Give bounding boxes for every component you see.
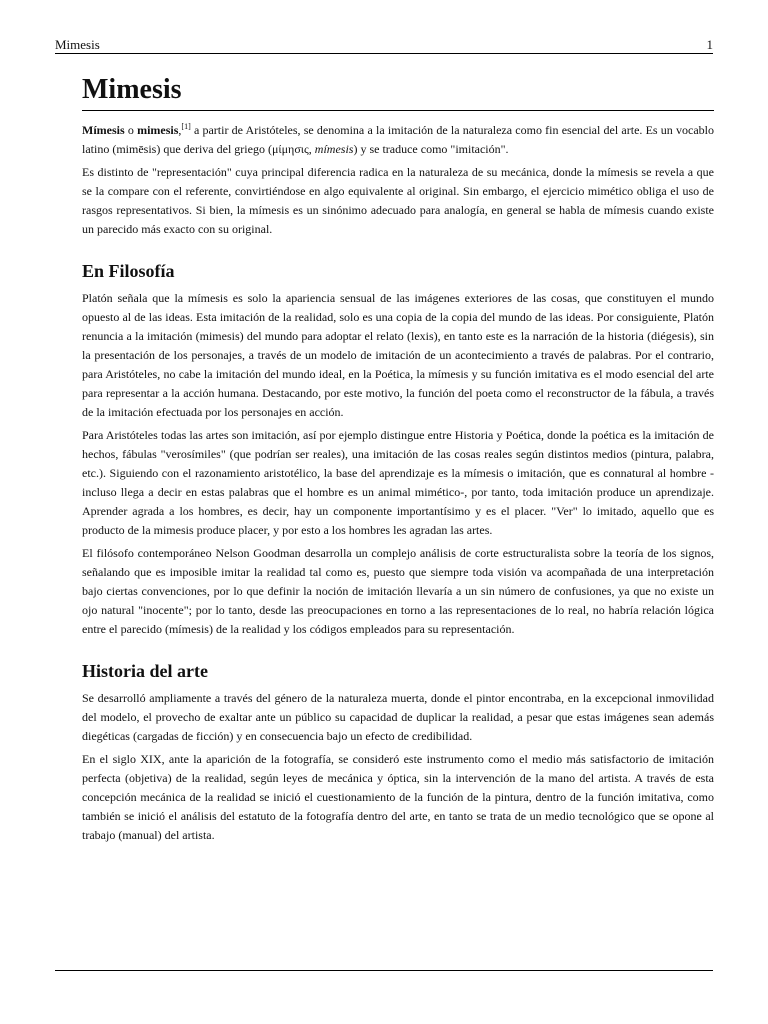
- header-divider: [55, 53, 713, 54]
- filosofia-paragraph-1: Platón señala que la mímesis es solo la apariencia sensual de las imágenes exteriores de las cosas, que constituyen el mundo opuesto al de las ideas. Esta imitación de la realidad, solo es una copia de la copia del mundo de las ideas. Por consiguiente, Platón renuncia a la imitación (mimesis) del mundo para adoptar el relato (lexis), en tanto este es la narración de la historia (diégesis), sin la presentación de los personajes, a través de un modelo de imitación de un acontecimiento a través de palabras. Por el contrario, para Aristóteles, no cabe la imitación del mundo ideal, en la Poética, la mímesis y su función imitativa es el modo esencial del arte para representar a la acción humana. Destacando, por este motivo, la función del poeta como el reconstructor de la fábula, a través de la imitación efectuada por los personajes en acción.: [82, 291, 714, 419]
- intro-text: a partir de Aristóteles, se denomina a la imitación de la naturaleza como fin esencial del arte. Es un vocablo latino (mimēsis) que deriva del griego (: [82, 123, 715, 156]
- historia-paragraph-2: En el siglo XIX, ante la aparición de la fotografía, se consideró este instrumento como el medio más satisfactorio de imitación perfecta (objetiva) de la realidad, según leyes de mecánica y óptica, sin la intervención de la mano del artista. A través de esta concepción mecánica de la realidad se inició el cuestionamiento de la función de la pintura, dentro de la función imitativa, como también se inició el análisis del estatuto de la fotografía dentro del arte, en tanto se trata de un medio tecnológico que se opone al trabajo (manual) del artista.: [82, 752, 714, 842]
- intro-separator: ,: [308, 142, 315, 156]
- filosofia-paragraph-2: Para Aristóteles todas las artes son imitación, así por ejemplo distingue entre Historia y Poética, donde la poética es la imitación de hechos, fábulas "verosímiles" (que podrían ser reales), una imitación de las cosas reales según distintos medios (pintura, palabra, etc.). Siguiendo con el razonamiento aristotélico, la base del aprendizaje es la mímesis o imitación, que es connatural al hombre -incluso llega a decir en estas palabras que el hombre es un animal mimético-, por tanto, toda imitación produce un aprendizaje. Aprender agrada a los hombres, es decir, hay un componente importantísimo y es el placer. "Ver" lo imitado, aquello que es producto de la mimesis produce placer, y por esto a los hombres les agradan las artes.: [82, 428, 714, 537]
- section-heading-filosofia: En Filosofía: [82, 261, 175, 281]
- article-body: [82, 73, 714, 849]
- running-header-title: Mimesis: [55, 37, 100, 52]
- page-title: Mimesis: [82, 73, 714, 111]
- page-number: 1: [706, 37, 713, 52]
- intro-connector: o: [124, 123, 138, 137]
- intro-text-end: ) y se traduce como "imitación".: [353, 142, 509, 156]
- footer-divider: [55, 970, 713, 971]
- filosofia-paragraph-3: El filósofo contemporáneo Nelson Goodman desarrolla un complejo análisis de corte estructuralista sobre la teoría de los signos, señalando que es imposible imitar la realidad tal como es, puesto que siempre toda visión va acompañada de una interpretación bajo ciertas convenciones, por lo que definir la noción de imitación llevaría a un sin número de confusiones, ya que no existe un ojo natural "inocente"; por lo tanto, desde las preocupaciones en torno a las representaciones de lo real, no habría relación lógica entre el parecido (mímesis) de la realidad y los códigos empleados para su representación.: [82, 546, 714, 636]
- intro-comma: ,: [178, 123, 182, 137]
- intro-paragraph: [82, 121, 714, 159]
- term-mimesis: mimesis: [137, 123, 179, 137]
- historia-paragraph-1: Se desarrolló ampliamente a través del género de la naturaleza muerta, donde el pintor encontraba, en la excepcional inmovilidad del modelo, el provecho de exaltar ante un público su capacidad de duplicar la realidad, a pesar que estas imágenes sean además diegéticas (cargadas de ficción) y en consecuencia bajo un efecto de credibilidad.: [82, 691, 714, 743]
- term-mimesis-accented: Mímesis: [82, 123, 125, 137]
- italic-word: mímesis: [314, 142, 354, 156]
- running-header: [55, 32, 713, 52]
- greek-word: μίμησις: [271, 142, 309, 156]
- reference-link[interactable]: [1]: [181, 122, 191, 131]
- intro-paragraph-2: Es distinto de "representación" cuya principal diferencia radica en la naturaleza de su mecánica, donde la mímesis se revela a que se la compare con el referente, convirtiéndose en algo equivalente al original. Sin embargo, el ejercicio mimético obliga el uso de rasgos representativos. Si bien, la mímesis es un sinónimo adecuado para analogía, en general se habla de mímesis cuando existe un parecido más exacto con su original.: [82, 165, 714, 236]
- section-heading-historia-del-arte: Historia del arte: [82, 661, 208, 681]
